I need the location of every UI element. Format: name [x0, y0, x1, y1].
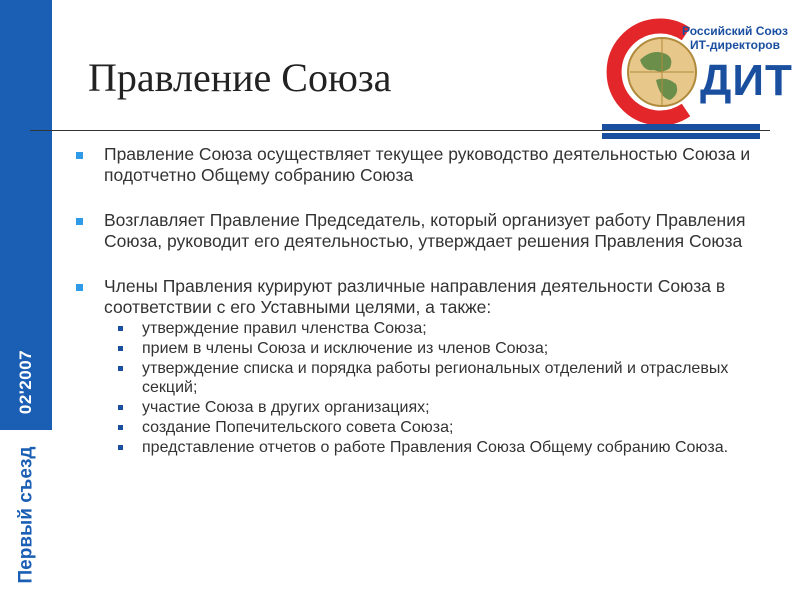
bullet-text: Члены Правления курируют различные направления деятельности Союза в соответствии с его Уставными целями, а также: — [104, 276, 726, 317]
sub-bullet-point — [104, 339, 776, 358]
side-band-date: 02'2007 — [16, 349, 35, 415]
square-bullet-icon — [76, 218, 83, 225]
small-square-bullet-icon — [118, 366, 123, 371]
logo-caption-line2: ИТ-директоров — [689, 38, 781, 52]
small-square-bullet-icon — [118, 405, 123, 410]
sub-bullet-point — [104, 438, 776, 457]
content — [76, 144, 776, 458]
sub-bullet-point — [104, 398, 776, 417]
sub-bullet-point — [104, 418, 776, 437]
small-square-bullet-icon — [118, 326, 123, 331]
sub-bullet-text: участие Союза в других организациях; — [142, 399, 430, 416]
small-square-bullet-icon — [118, 346, 123, 351]
logo-text: ДИТ — [700, 56, 793, 105]
sub-bullet-text: утверждение правил членства Союза; — [142, 320, 427, 337]
bullet-point — [76, 276, 776, 457]
sub-bullet-point — [104, 319, 776, 338]
bullet-text: Возглавляет Правление Председатель, который организует работу Правления Союза, руководит его деятельностью, утверждает решения Правления Союза — [104, 210, 746, 251]
square-bullet-icon — [76, 152, 83, 159]
bullet-point — [76, 210, 776, 252]
bullet-point — [76, 144, 776, 186]
square-bullet-icon — [76, 284, 83, 291]
sub-bullet-text: создание Попечительского совета Союза; — [142, 419, 454, 436]
logo-bar-bottom — [602, 133, 760, 139]
sub-bullet-point — [104, 359, 776, 397]
logo-caption — [670, 24, 800, 52]
sub-bullet-text: утверждение списка и порядка работы региональных отделений и отраслевых секций; — [142, 360, 729, 396]
page-title: Правление Союза — [88, 55, 392, 100]
logo-bar-top — [602, 124, 760, 130]
sub-bullet-text: представление отчетов о работе Правления Союза Общему собранию Союза. — [142, 439, 729, 456]
small-square-bullet-icon — [118, 425, 123, 430]
logo-caption-line1: Российский Союз — [682, 24, 788, 38]
sub-bullet-text: прием в члены Союза и исключение из членов Союза; — [142, 340, 549, 357]
side-band-event: Первый съезд — [15, 446, 36, 584]
bullet-text: Правление Союза осуществляет текущее руководство деятельностью Союза и подотчетно Общему собранию Союза — [104, 144, 751, 185]
sub-bullet-list — [104, 319, 776, 457]
small-square-bullet-icon — [118, 445, 123, 450]
